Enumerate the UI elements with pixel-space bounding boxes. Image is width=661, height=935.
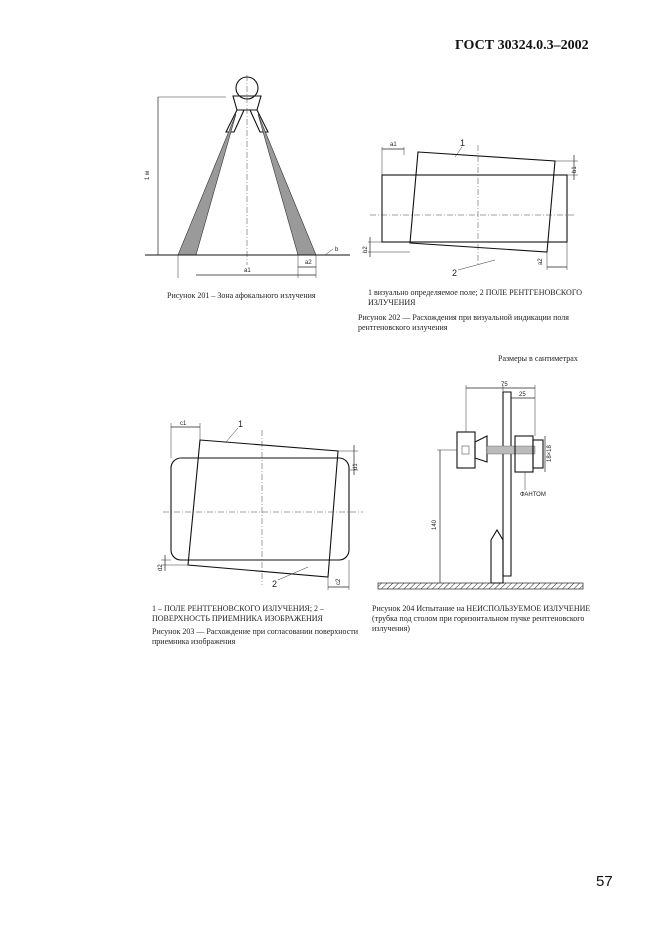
xray-field-rect xyxy=(188,440,338,577)
fig204-caption: Рисунок 204 Испытание на НЕИСПОЛЬЗУЕМОЕ ИЗЛУЧЕНИЕ (трубка под столом при горизонтальном пучке рентгеновского излучения) xyxy=(372,604,591,633)
a2-label: a2 xyxy=(305,260,312,266)
c1-label: c1 xyxy=(180,421,187,427)
figure-201 xyxy=(140,70,355,285)
callout-2: 2 xyxy=(452,268,458,278)
dim-18: 18×18 xyxy=(547,445,553,462)
a1-label: a1 xyxy=(390,142,397,148)
callout-1: 1 xyxy=(238,419,244,429)
figure-203 xyxy=(158,415,368,595)
tube-housing xyxy=(457,432,475,468)
xray-field-rect xyxy=(410,152,555,252)
callout-2: 2 xyxy=(272,579,278,589)
page-number: 57 xyxy=(596,873,613,890)
fig203-legend: 1 – ПОЛЕ РЕНТГЕНОВСКОГО ИЗЛУЧЕНИЯ; 2 – ПОВЕРХНОСТЬ ПРИЕМНИКА ИЗОБРАЖЕНИЯ xyxy=(152,604,325,623)
figure-202 xyxy=(360,135,585,280)
fig202-legend: 1 визуально определяемое поле; 2 ПОЛЕ РЕНТГЕНОВСКОГО ИЗЛУЧЕНИЯ xyxy=(368,288,583,307)
fig202-caption: Рисунок 202 — Расхождения при визуальной индикации поля рентгеновского излучения xyxy=(358,313,569,332)
b1-label: b1 xyxy=(572,166,578,173)
fig201-caption: Рисунок 201 – Зона афокального излучения xyxy=(167,291,316,300)
a2-label: a2 xyxy=(538,258,544,265)
table-top xyxy=(503,392,511,576)
stand xyxy=(491,530,503,583)
tube-cone xyxy=(475,436,487,462)
callout-1: 1 xyxy=(460,138,466,148)
figure-204 xyxy=(375,380,590,595)
b2-label: b2 xyxy=(363,246,369,253)
dim-25: 25 xyxy=(519,392,526,398)
receptor-surface xyxy=(171,458,349,560)
page-header: ГОСТ 30324.0.3–2002 xyxy=(455,38,589,53)
beam-right xyxy=(258,114,316,255)
dim-75: 75 xyxy=(501,382,508,388)
visual-field-rect xyxy=(382,175,567,242)
collimator-right xyxy=(250,110,268,132)
c2-label: c2 xyxy=(336,578,342,585)
units-note: Размеры в сантиметрах xyxy=(498,354,578,363)
beam-left xyxy=(178,114,236,255)
d1-label: d1 xyxy=(353,463,359,470)
xray-beam xyxy=(487,446,535,454)
floor xyxy=(378,583,583,589)
height-label: 1 м xyxy=(145,170,151,180)
collimator-left xyxy=(226,110,244,132)
d2-label: d2 xyxy=(158,564,164,571)
a1-label: a1 xyxy=(244,268,251,274)
b-label: b xyxy=(335,247,339,253)
dim-140: 140 xyxy=(432,519,438,530)
phantom-label: ФАНТОМ xyxy=(520,492,546,498)
fig203-caption: Рисунок 203 — Расхождение при согласовании поверхности приемника изображения xyxy=(152,627,359,646)
